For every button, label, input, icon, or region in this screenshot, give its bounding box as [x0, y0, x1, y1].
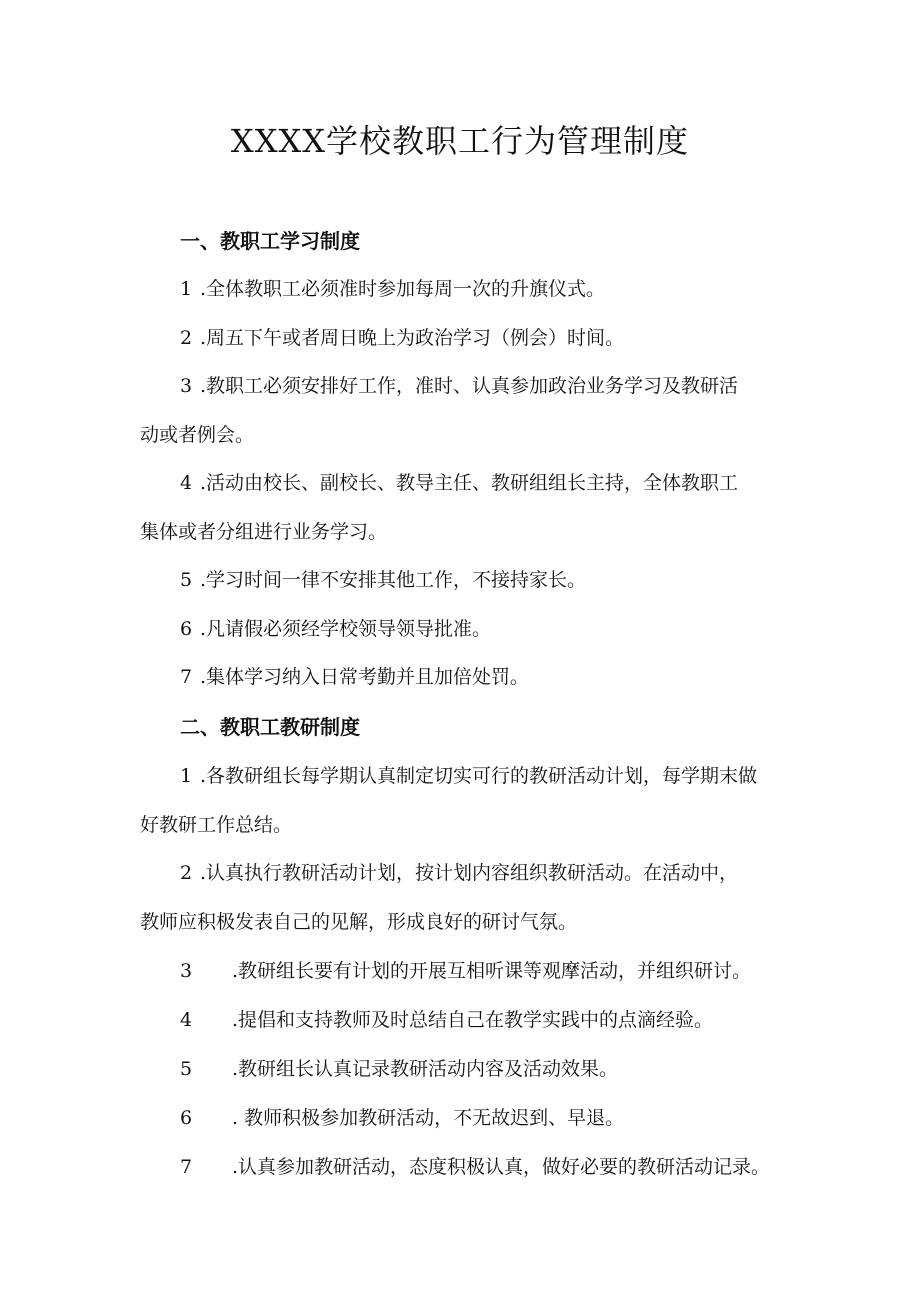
- item-text: .各教研组长每学期认真制定切实可行的教研活动计划，每学期末做: [200, 765, 758, 787]
- item-continuation: 好教研工作总结。: [140, 814, 293, 836]
- item-continuation: 教师应积极发表自己的见解，形成良好的研讨气氛。: [140, 911, 578, 933]
- document-title: XXXX学校教职工行为管理制度: [230, 122, 690, 160]
- item-number: 5: [180, 1058, 193, 1080]
- item-continuation: 集体或者分组进行业务学习。: [140, 521, 388, 543]
- list-item: [180, 468, 738, 498]
- item-number: 4: [180, 1009, 193, 1031]
- item-number: 1: [180, 765, 193, 787]
- item-number: 5: [180, 569, 193, 591]
- list-item: [180, 956, 751, 986]
- item-text: .认真执行教研活动计划，按计划内容组织教研活动。在活动中，: [200, 862, 739, 884]
- item-number: 4: [180, 472, 193, 494]
- list-item: [180, 274, 605, 304]
- item-text: .教研组长要有计划的开展互相听课等观摩活动，并组织研讨。: [232, 960, 752, 982]
- item-text: .认真参加教研活动，态度积极认真，做好必要的教研活动记录。: [232, 1156, 771, 1178]
- item-text: .集体学习纳入日常考勤并且加倍处罚。: [200, 666, 530, 688]
- list-item: [180, 1005, 713, 1035]
- item-text: .周五下午或者周日晚上为政治学习（例会）时间。: [200, 327, 625, 349]
- section-heading-study: 一、教职工学习制度: [180, 229, 360, 253]
- section-heading-research: 二、教职工教研制度: [180, 715, 360, 739]
- item-number: 2: [180, 327, 193, 349]
- item-number: 1: [180, 278, 193, 300]
- item-number: 2: [180, 862, 193, 884]
- list-item: [180, 614, 491, 644]
- item-number: 6: [180, 618, 193, 640]
- item-text: .提倡和支持教师及时总结自己在教学实践中的点滴经验。: [232, 1009, 714, 1031]
- item-number: 3: [180, 375, 193, 397]
- item-text: . 教师积极参加教研活动，不无故迟到、早退。: [232, 1107, 625, 1129]
- list-item: [180, 565, 586, 595]
- list-item: [180, 371, 738, 401]
- list-item: [180, 323, 624, 353]
- list-item: [180, 858, 738, 888]
- item-text: .教研组长认真记录教研活动内容及活动效果。: [232, 1058, 619, 1080]
- list-item: [180, 662, 529, 692]
- item-number: 3: [180, 960, 193, 982]
- item-text: .活动由校长、副校长、教导主任、教研组组长主持，全体教职工: [200, 472, 739, 494]
- list-item: [180, 761, 757, 791]
- list-item: [180, 1103, 624, 1133]
- list-item: [180, 1054, 618, 1084]
- list-item: [180, 1152, 770, 1182]
- item-number: 6: [180, 1107, 193, 1129]
- item-number: 7: [180, 666, 193, 688]
- item-text: .教职工必须安排好工作，准时、认真参加政治业务学习及教研活: [200, 375, 739, 397]
- item-text: .凡请假必须经学校领导领导批准。: [200, 618, 492, 640]
- item-text: .学习时间一律不安排其他工作，不接持家长。: [200, 569, 587, 591]
- item-continuation: 动或者例会。: [140, 424, 255, 446]
- item-text: .全体教职工必须准时参加每周一次的升旗仪式。: [200, 278, 606, 300]
- item-number: 7: [180, 1156, 193, 1178]
